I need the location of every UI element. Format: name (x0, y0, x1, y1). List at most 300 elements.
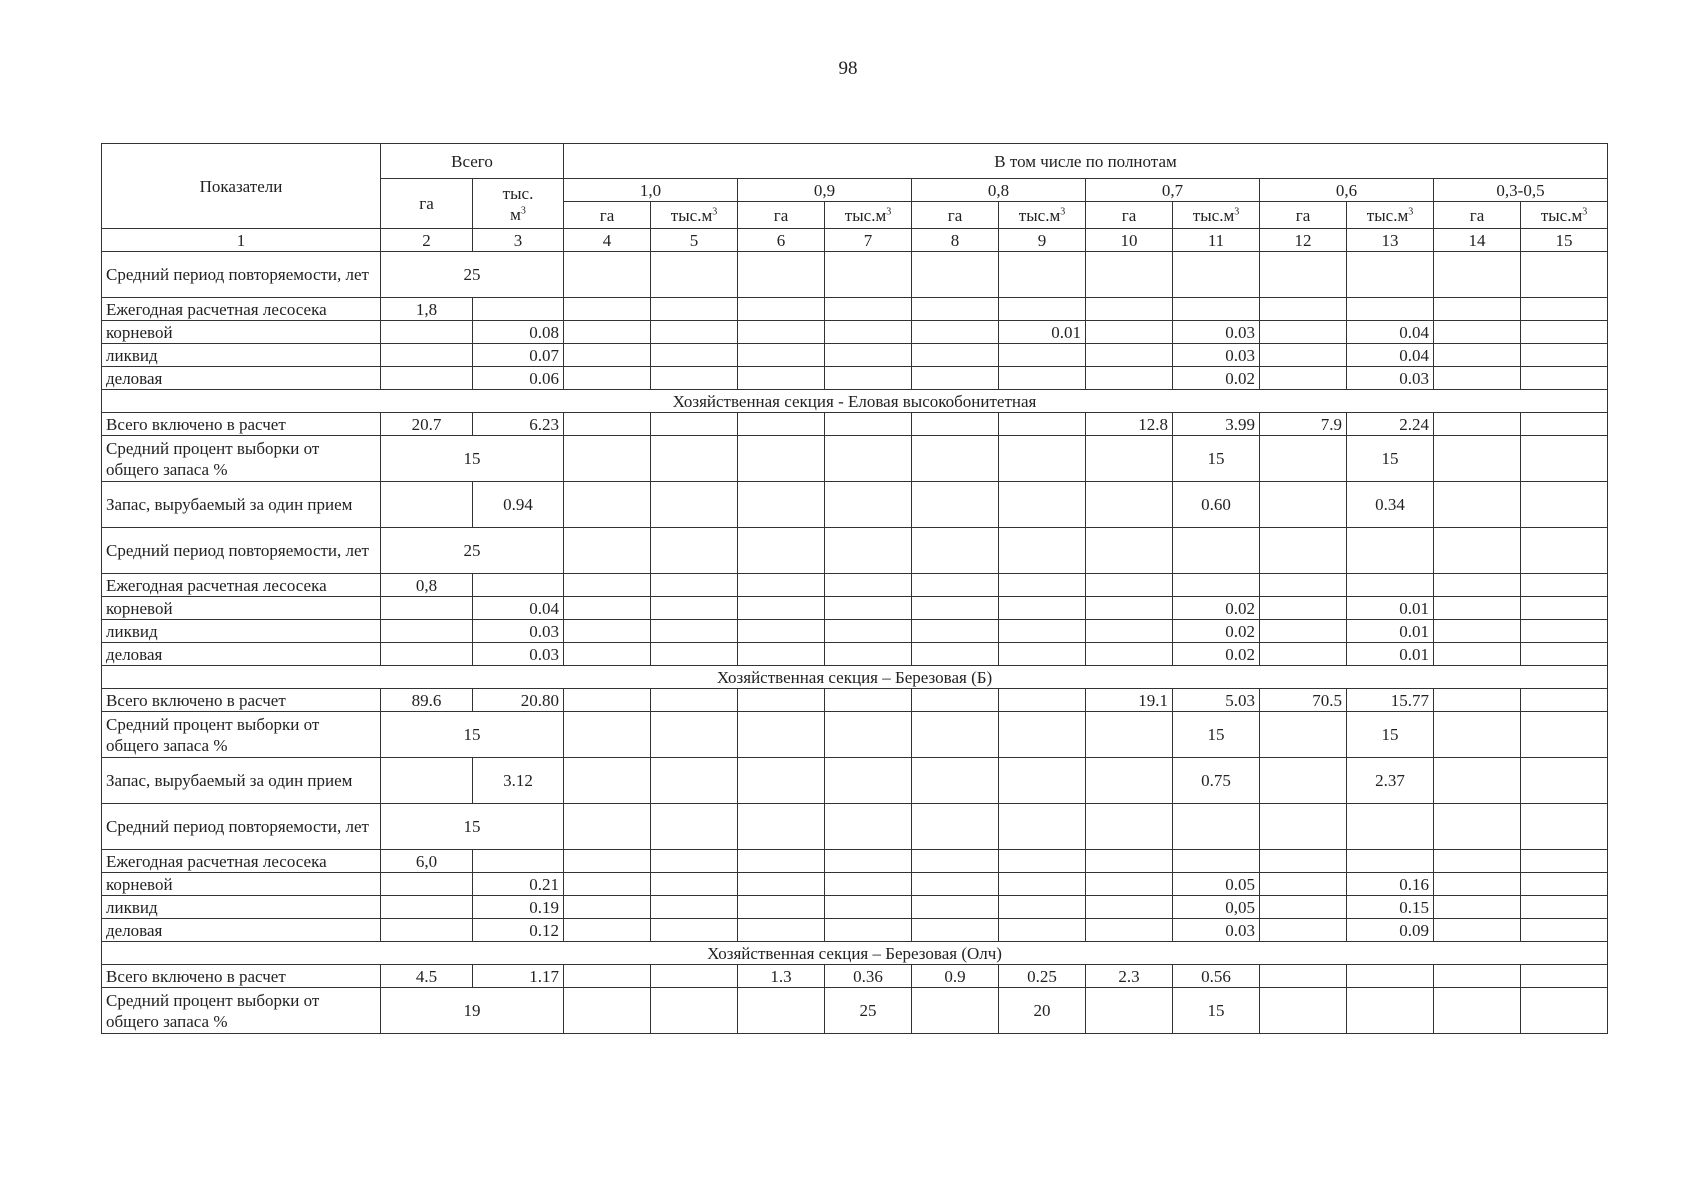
density-volume-cell (1521, 321, 1608, 344)
density-ha-cell (912, 896, 999, 919)
density-volume-cell (1347, 298, 1434, 321)
row-label: Ежегодная расчетная лесосека (102, 298, 381, 321)
table-row (102, 367, 1608, 390)
density-ha-cell (564, 344, 651, 367)
header-unit-thous-m3 (825, 202, 912, 229)
density-volume-cell: 0,05 (1173, 896, 1260, 919)
density-volume-cell (825, 321, 912, 344)
density-volume-cell (651, 896, 738, 919)
density-ha-cell (1086, 873, 1173, 896)
density-ha-cell (912, 988, 999, 1034)
header-density: 0,8 (912, 179, 1086, 202)
density-ha-cell (1260, 321, 1347, 344)
header-unit-thous-m3 (1521, 202, 1608, 229)
column-number: 10 (1086, 229, 1173, 252)
density-volume-cell (1521, 298, 1608, 321)
total-ha-cell: 0,8 (381, 574, 473, 597)
density-ha-cell (738, 367, 825, 390)
density-volume-cell (999, 643, 1086, 666)
column-number: 15 (1521, 229, 1608, 252)
density-volume-cell: 0.16 (1347, 873, 1434, 896)
table-row (102, 965, 1608, 988)
column-number: 6 (738, 229, 825, 252)
header-unit-ha: га (1086, 202, 1173, 229)
total-volume-cell (473, 850, 564, 873)
density-volume-cell (1521, 965, 1608, 988)
header-density: 0,9 (738, 179, 912, 202)
density-ha-cell (1260, 252, 1347, 298)
density-ha-cell (564, 436, 651, 482)
header-unit-ha: га (564, 202, 651, 229)
density-ha-cell: 1.3 (738, 965, 825, 988)
density-volume-cell (651, 965, 738, 988)
density-volume-cell (825, 712, 912, 758)
density-ha-cell (1434, 252, 1521, 298)
density-volume-cell (825, 413, 912, 436)
density-volume-cell (651, 436, 738, 482)
density-volume-cell (999, 620, 1086, 643)
table-row (102, 850, 1608, 873)
header-unit-thous-m-label: тыс.м (1540, 205, 1583, 225)
density-volume-cell: 15 (1173, 712, 1260, 758)
density-ha-cell (912, 597, 999, 620)
density-ha-cell (1260, 758, 1347, 804)
density-ha-cell (564, 804, 651, 850)
density-ha-cell (1434, 850, 1521, 873)
density-volume-cell (825, 620, 912, 643)
header-total-thous-label: тыс. (502, 183, 534, 203)
density-volume-cell (1521, 413, 1608, 436)
density-volume-cell (825, 873, 912, 896)
density-ha-cell (1434, 988, 1521, 1034)
column-number: 12 (1260, 229, 1347, 252)
column-number: 8 (912, 229, 999, 252)
header-unit-thous-m-label: тыс.м (670, 205, 713, 225)
density-volume-cell (825, 298, 912, 321)
total-merged-cell: 15 (381, 712, 564, 758)
total-ha-cell (381, 597, 473, 620)
column-number: 13 (1347, 229, 1434, 252)
density-volume-cell (651, 252, 738, 298)
table-row (102, 574, 1608, 597)
total-volume-cell: 0.21 (473, 873, 564, 896)
header-indicators: Показатели (102, 144, 381, 229)
row-label: Всего включено в расчет (102, 965, 381, 988)
header-unit-ha: га (1260, 202, 1347, 229)
density-volume-cell: 20 (999, 988, 1086, 1034)
row-label: Запас, вырубаемый за один прием (102, 482, 381, 528)
density-ha-cell (1434, 597, 1521, 620)
density-ha-cell (738, 344, 825, 367)
density-ha-cell (1260, 574, 1347, 597)
total-ha-cell: 20.7 (381, 413, 473, 436)
density-ha-cell (1434, 896, 1521, 919)
density-ha-cell (1434, 367, 1521, 390)
density-volume-cell (1521, 367, 1608, 390)
density-ha-cell (738, 436, 825, 482)
density-volume-cell (825, 689, 912, 712)
density-ha-cell (1434, 689, 1521, 712)
row-label: Средний период повторяемости, лет (102, 528, 381, 574)
density-volume-cell (1521, 643, 1608, 666)
header-total-m-label: м (510, 204, 521, 224)
row-label: ликвид (102, 620, 381, 643)
density-ha-cell (1260, 919, 1347, 942)
density-volume-cell (825, 758, 912, 804)
density-volume-cell (1347, 850, 1434, 873)
density-volume-cell (999, 344, 1086, 367)
density-ha-cell (1260, 804, 1347, 850)
density-ha-cell (564, 712, 651, 758)
density-ha-cell (564, 482, 651, 528)
header-unit-thous-m-label: тыс.м (1018, 205, 1061, 225)
density-ha-cell (912, 436, 999, 482)
density-ha-cell (564, 689, 651, 712)
section-row (102, 390, 1608, 413)
total-volume-cell: 3.12 (473, 758, 564, 804)
density-ha-cell (564, 620, 651, 643)
density-volume-cell (999, 298, 1086, 321)
density-ha-cell (1086, 367, 1173, 390)
table-row (102, 804, 1608, 850)
density-ha-cell (1086, 298, 1173, 321)
density-volume-cell (1521, 528, 1608, 574)
density-volume-cell: 0.01 (1347, 620, 1434, 643)
density-volume-cell (1521, 804, 1608, 850)
total-ha-cell (381, 321, 473, 344)
density-volume-cell (1173, 574, 1260, 597)
density-volume-cell (825, 574, 912, 597)
density-volume-cell (825, 528, 912, 574)
density-volume-cell (825, 919, 912, 942)
density-volume-cell: 0.02 (1173, 597, 1260, 620)
density-ha-cell (738, 298, 825, 321)
density-ha-cell (1434, 919, 1521, 942)
density-volume-cell: 0.36 (825, 965, 912, 988)
density-volume-cell (825, 482, 912, 528)
density-ha-cell (1434, 413, 1521, 436)
total-merged-cell: 25 (381, 528, 564, 574)
header-unit-sup: 3 (1060, 205, 1066, 217)
density-volume-cell (999, 482, 1086, 528)
density-ha-cell (912, 643, 999, 666)
header-unit-ha: га (738, 202, 825, 229)
header-total-sup: 3 (520, 204, 526, 216)
density-ha-cell: 19.1 (1086, 689, 1173, 712)
total-ha-cell (381, 620, 473, 643)
density-volume-cell (1347, 252, 1434, 298)
density-volume-cell (651, 482, 738, 528)
density-volume-cell (1521, 712, 1608, 758)
density-volume-cell (999, 804, 1086, 850)
total-volume-cell: 0.03 (473, 620, 564, 643)
density-ha-cell (564, 298, 651, 321)
table-row (102, 712, 1608, 758)
table-row (102, 436, 1608, 482)
density-ha-cell (564, 919, 651, 942)
density-volume-cell: 0.04 (1347, 344, 1434, 367)
density-volume-cell: 15 (1347, 436, 1434, 482)
row-label: корневой (102, 873, 381, 896)
density-volume-cell (1173, 298, 1260, 321)
density-volume-cell: 15 (1173, 436, 1260, 482)
density-ha-cell (1260, 620, 1347, 643)
table-row (102, 896, 1608, 919)
density-ha-cell (564, 988, 651, 1034)
row-label: деловая (102, 367, 381, 390)
table-row (102, 919, 1608, 942)
header-unit-thous-m3 (1347, 202, 1434, 229)
density-ha-cell (912, 919, 999, 942)
row-label: Средний период повторяемости, лет (102, 804, 381, 850)
density-volume-cell: 0.01 (999, 321, 1086, 344)
row-label: Всего включено в расчет (102, 689, 381, 712)
density-ha-cell (1434, 574, 1521, 597)
row-label: Средний процент выборки от общего запаса % (102, 988, 381, 1034)
density-ha-cell (1086, 482, 1173, 528)
header-by-density: В том числе по полнотам (564, 144, 1608, 179)
density-ha-cell (738, 574, 825, 597)
density-ha-cell (1260, 436, 1347, 482)
total-ha-cell (381, 896, 473, 919)
density-volume-cell (999, 252, 1086, 298)
header-unit-sup: 3 (886, 205, 892, 217)
density-ha-cell (1434, 758, 1521, 804)
table-row (102, 252, 1608, 298)
header-unit-sup: 3 (712, 205, 718, 217)
density-volume-cell (999, 758, 1086, 804)
density-ha-cell (1086, 252, 1173, 298)
density-ha-cell (738, 252, 825, 298)
density-ha-cell (738, 758, 825, 804)
density-volume-cell (999, 850, 1086, 873)
density-volume-cell: 15.77 (1347, 689, 1434, 712)
density-volume-cell: 0.03 (1173, 321, 1260, 344)
density-volume-cell: 15 (1347, 712, 1434, 758)
density-ha-cell (912, 689, 999, 712)
density-ha-cell (1434, 298, 1521, 321)
density-ha-cell (1434, 643, 1521, 666)
density-ha-cell (738, 988, 825, 1034)
section-row (102, 666, 1608, 689)
column-number: 5 (651, 229, 738, 252)
density-ha-cell (738, 482, 825, 528)
density-volume-cell (1347, 804, 1434, 850)
density-volume-cell (999, 873, 1086, 896)
header-unit-thous-m3 (651, 202, 738, 229)
page-number: 98 (838, 58, 858, 79)
density-volume-cell (999, 597, 1086, 620)
total-volume-cell (473, 574, 564, 597)
row-label: Запас, вырубаемый за один прием (102, 758, 381, 804)
header-total-ha: га (381, 179, 473, 229)
density-ha-cell (1434, 620, 1521, 643)
table-row (102, 873, 1608, 896)
density-ha-cell (738, 620, 825, 643)
density-ha-cell (1086, 597, 1173, 620)
density-ha-cell (1260, 597, 1347, 620)
density-ha-cell (564, 643, 651, 666)
density-volume-cell (1521, 597, 1608, 620)
density-volume-cell (825, 344, 912, 367)
density-volume-cell (651, 643, 738, 666)
density-ha-cell (912, 482, 999, 528)
density-ha-cell: 0.9 (912, 965, 999, 988)
density-ha-cell (1086, 620, 1173, 643)
density-ha-cell (1434, 321, 1521, 344)
density-ha-cell (738, 597, 825, 620)
density-volume-cell (1521, 689, 1608, 712)
density-volume-cell (825, 252, 912, 298)
density-volume-cell (999, 413, 1086, 436)
header-unit-thous-m-label: тыс.м (844, 205, 887, 225)
density-volume-cell: 0.03 (1347, 367, 1434, 390)
density-ha-cell (738, 712, 825, 758)
density-volume-cell (825, 367, 912, 390)
density-volume-cell (651, 758, 738, 804)
density-ha-cell (738, 850, 825, 873)
density-ha-cell (1086, 988, 1173, 1034)
section-title: Хозяйственная секция – Березовая (Олч) (102, 942, 1608, 965)
density-volume-cell: 0.01 (1347, 597, 1434, 620)
density-volume-cell: 0.60 (1173, 482, 1260, 528)
density-ha-cell (1434, 873, 1521, 896)
density-ha-cell (1434, 965, 1521, 988)
density-volume-cell (825, 850, 912, 873)
density-ha-cell (564, 367, 651, 390)
density-volume-cell (1521, 620, 1608, 643)
row-label: Ежегодная расчетная лесосека (102, 574, 381, 597)
density-volume-cell: 0.34 (1347, 482, 1434, 528)
row-label: Средний процент выборки от общего запаса % (102, 436, 381, 482)
row-label: корневой (102, 321, 381, 344)
density-ha-cell (738, 896, 825, 919)
table-row (102, 597, 1608, 620)
header-density: 0,6 (1260, 179, 1434, 202)
density-ha-cell (738, 413, 825, 436)
density-ha-cell (912, 850, 999, 873)
total-volume-cell: 20.80 (473, 689, 564, 712)
density-volume-cell (825, 896, 912, 919)
header-unit-thous-m3 (999, 202, 1086, 229)
density-ha-cell (738, 804, 825, 850)
row-label: Средний процент выборки от общего запаса % (102, 712, 381, 758)
density-volume-cell (651, 321, 738, 344)
total-volume-cell: 0.03 (473, 643, 564, 666)
section-title: Хозяйственная секция - Еловая высокобонитетная (102, 390, 1608, 413)
total-ha-cell: 89.6 (381, 689, 473, 712)
density-ha-cell (1086, 528, 1173, 574)
density-ha-cell (1260, 988, 1347, 1034)
density-ha-cell: 70.5 (1260, 689, 1347, 712)
row-label: ликвид (102, 344, 381, 367)
density-ha-cell (1086, 896, 1173, 919)
density-volume-cell (999, 574, 1086, 597)
density-volume-cell (1521, 574, 1608, 597)
density-ha-cell (1086, 758, 1173, 804)
row-label: ликвид (102, 896, 381, 919)
density-volume-cell (1347, 574, 1434, 597)
density-volume-cell (999, 436, 1086, 482)
density-volume-cell: 0.15 (1347, 896, 1434, 919)
density-volume-cell: 0.01 (1347, 643, 1434, 666)
density-volume-cell (651, 804, 738, 850)
density-ha-cell (564, 597, 651, 620)
column-number: 7 (825, 229, 912, 252)
density-volume-cell (651, 689, 738, 712)
table-row (102, 344, 1608, 367)
density-volume-cell: 0.25 (999, 965, 1086, 988)
density-ha-cell (912, 528, 999, 574)
column-number: 9 (999, 229, 1086, 252)
density-ha-cell (912, 252, 999, 298)
density-volume-cell: 5.03 (1173, 689, 1260, 712)
density-ha-cell (1086, 321, 1173, 344)
density-volume-cell (1173, 252, 1260, 298)
density-volume-cell (999, 896, 1086, 919)
total-ha-cell (381, 758, 473, 804)
density-ha-cell (1260, 896, 1347, 919)
density-ha-cell (564, 758, 651, 804)
density-ha-cell (912, 574, 999, 597)
header-density: 1,0 (564, 179, 738, 202)
density-ha-cell (1260, 643, 1347, 666)
density-ha-cell (1434, 436, 1521, 482)
header-unit-thous-m-label: тыс.м (1192, 205, 1235, 225)
density-volume-cell (999, 528, 1086, 574)
table-row (102, 643, 1608, 666)
header-unit-ha: га (1434, 202, 1521, 229)
density-volume-cell (1521, 436, 1608, 482)
density-ha-cell (564, 873, 651, 896)
density-volume-cell (651, 988, 738, 1034)
density-volume-cell: 0.75 (1173, 758, 1260, 804)
density-ha-cell (1434, 528, 1521, 574)
density-volume-cell: 0.03 (1173, 344, 1260, 367)
table-row (102, 528, 1608, 574)
density-volume-cell (651, 367, 738, 390)
total-ha-cell (381, 643, 473, 666)
total-volume-cell: 1.17 (473, 965, 564, 988)
density-ha-cell (1086, 574, 1173, 597)
table-row (102, 321, 1608, 344)
density-volume-cell (825, 597, 912, 620)
density-volume-cell (1521, 344, 1608, 367)
density-ha-cell (564, 528, 651, 574)
section-title: Хозяйственная секция – Березовая (Б) (102, 666, 1608, 689)
density-volume-cell (651, 620, 738, 643)
density-volume-cell (1521, 850, 1608, 873)
density-volume-cell: 0.05 (1173, 873, 1260, 896)
table-row (102, 298, 1608, 321)
density-ha-cell (564, 850, 651, 873)
density-ha-cell (1086, 804, 1173, 850)
density-volume-cell (651, 873, 738, 896)
table-row (102, 482, 1608, 528)
total-merged-cell: 25 (381, 252, 564, 298)
density-volume-cell (651, 597, 738, 620)
forest-harvest-table (101, 143, 1608, 1034)
density-ha-cell (1260, 344, 1347, 367)
density-ha-cell (1260, 712, 1347, 758)
density-volume-cell (1173, 528, 1260, 574)
density-ha-cell (1260, 367, 1347, 390)
density-volume-cell (825, 643, 912, 666)
density-volume-cell (1521, 988, 1608, 1034)
total-ha-cell: 6,0 (381, 850, 473, 873)
density-volume-cell (999, 367, 1086, 390)
density-volume-cell: 0.02 (1173, 643, 1260, 666)
